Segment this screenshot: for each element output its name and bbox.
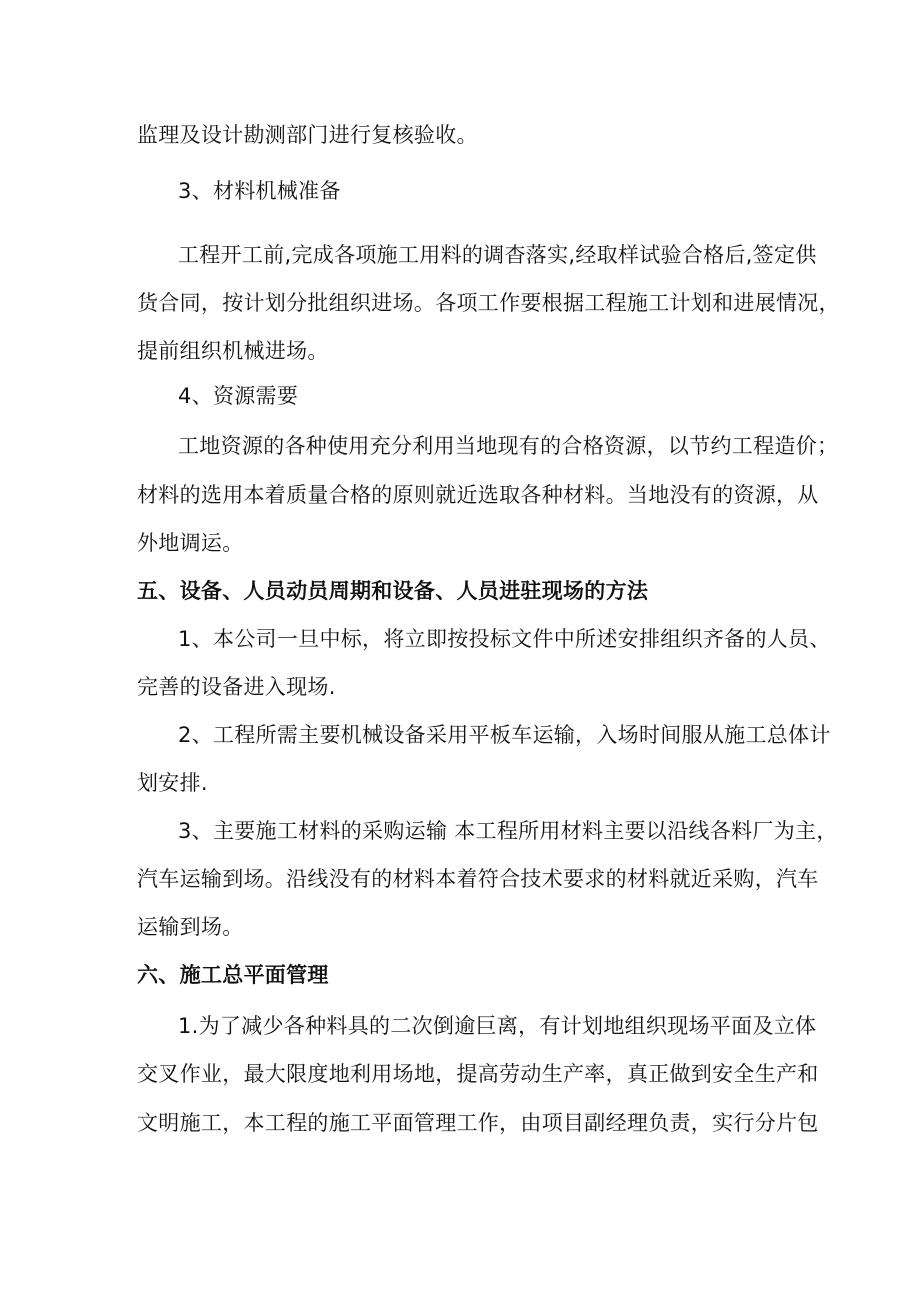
paragraph-line: 划安排.: [137, 771, 208, 795]
paragraph-line: 汽车运输到场。沿线没有的材料本着符合技术要求的材料就近采购，汽车: [137, 867, 819, 891]
paragraph-line: 工程开工前,完成各项施工用料的调杳落实,经取样试验合格后,签定供: [178, 243, 817, 267]
paragraph-line: 材料的选用本着质量合格的原则就近选取各种材料。当地没有的资源，从: [137, 483, 819, 507]
paragraph-line: 1.为了减少各种料具的二次倒逾巨离，有计划地组织现场平面及立体: [178, 1014, 817, 1038]
paragraph-line: 完善的设备进入现场.: [137, 675, 336, 699]
paragraph-line: 货合同，按计划分批组织进场。各项工作要根据工程施工计划和进展情况，: [137, 291, 840, 315]
paragraph-line: 监理及设计勘测部门进行复核验收。: [137, 123, 478, 147]
subheading-resources: 4、资源需要: [178, 384, 299, 408]
paragraph-line: 提前组织机械进场。: [137, 339, 329, 363]
subheading-materials-machinery: 3、材料机械准备: [178, 179, 341, 203]
section-heading-6: 六、施工总平面管理: [137, 963, 329, 987]
paragraph-line: 3、主要施工材料的采购运输 本工程所用材料主要以沿线各料厂为主，: [178, 819, 838, 843]
paragraph-line: 2、工程所需主要机械设备采用平板车运输，入场时间服从施工总体计: [178, 723, 831, 747]
paragraph-line: 交叉作业，最大限度地利用场地，提高劳动生产率，真正做到安全生产和: [137, 1062, 819, 1086]
paragraph-line: 文明施工，本工程的施工平面管理工作，由项目副经理负责，实行分片包: [137, 1111, 819, 1135]
paragraph-line: 1、本公司一旦中标，将立即按投标文件中所述安排组织齐备的人员、: [178, 627, 831, 651]
section-heading-5: 五、设备、人员动员周期和设备、人员进驻现场的方法: [137, 579, 649, 603]
paragraph-line: 运输到场。: [137, 915, 244, 939]
paragraph-line: 工地资源的各种使用充分利用当地现有的合格资源，以节约工程造价；: [178, 434, 839, 458]
paragraph-line: 外地调运。: [137, 531, 244, 555]
